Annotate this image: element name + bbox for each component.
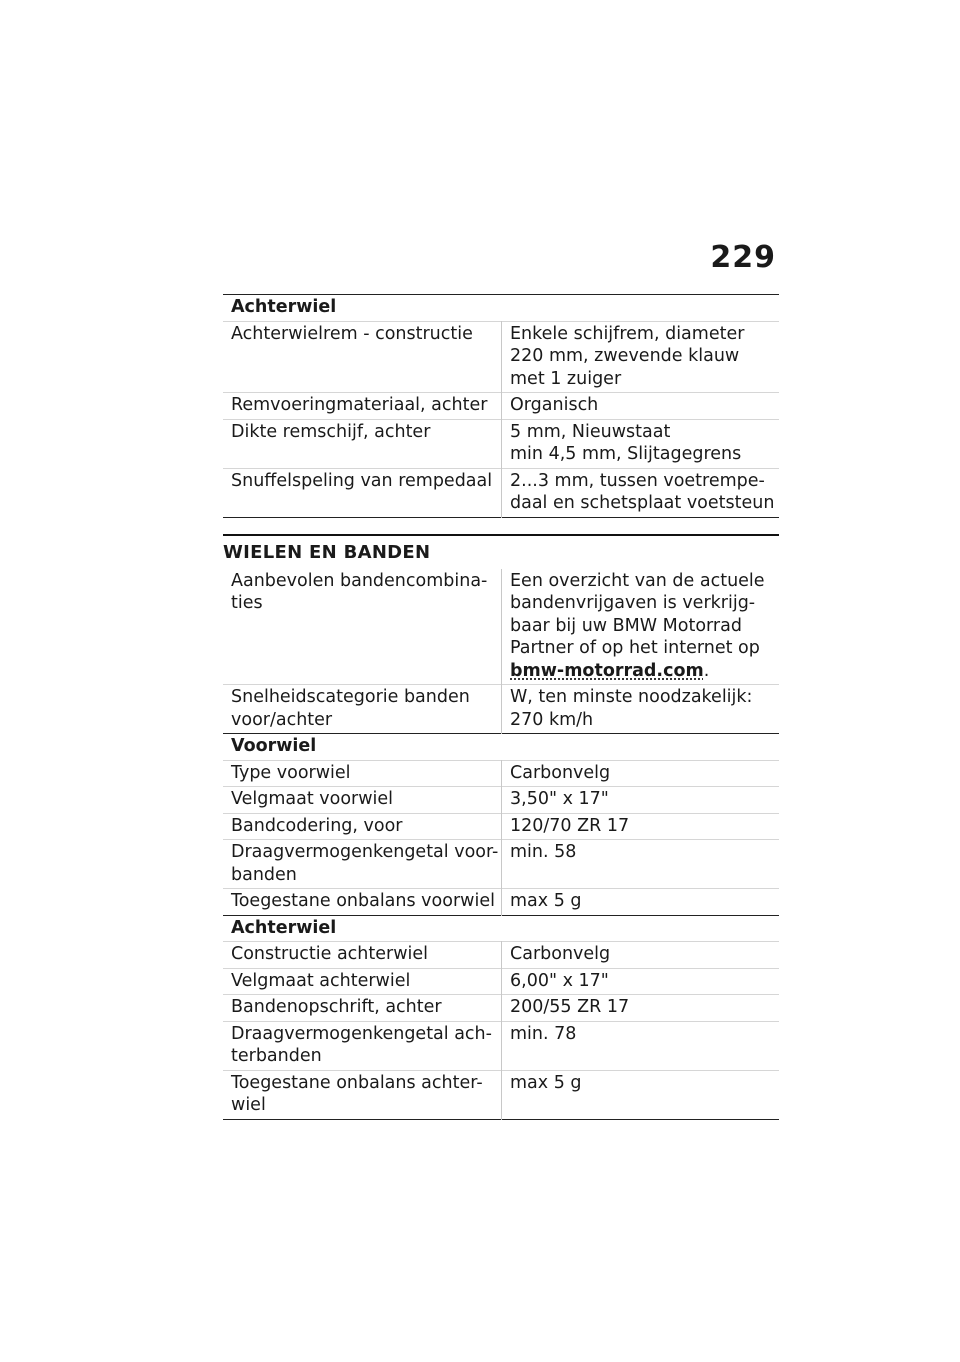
row-value: Carbonvelg bbox=[502, 760, 780, 787]
row-value: 120/70 ZR 17 bbox=[502, 813, 780, 840]
row-value: Carbonvelg bbox=[502, 942, 780, 969]
value-line: 5 mm, Nieuwstaat bbox=[510, 421, 671, 442]
bmw-motorrad-link[interactable]: bmw-motorrad.com bbox=[510, 660, 704, 681]
row-label: Snuffelspeling van rempedaal bbox=[223, 468, 502, 517]
row-value: max 5 g bbox=[502, 1070, 780, 1119]
row-value: min. 58 bbox=[502, 840, 780, 889]
table-row bbox=[223, 813, 779, 840]
row-label: Bandenopschrift, achter bbox=[223, 995, 502, 1022]
row-label: Toegestane onbalans voorwiel bbox=[223, 889, 502, 916]
table-row bbox=[223, 1021, 779, 1070]
recommended-text: Een overzicht van de actuele bandenvrijgaven is verkrijg-baar bij uw BMW Motorrad Partner of op het internet op bbox=[510, 570, 765, 658]
table-heading-row bbox=[223, 915, 779, 942]
row-value: 2...3 mm, tussen voetrempe-daal en schetsplaat voetsteun bbox=[502, 468, 780, 517]
link-suffix: . bbox=[703, 660, 710, 681]
table-heading-row bbox=[223, 295, 779, 322]
table-row bbox=[223, 321, 779, 393]
row-value: 3,50" x 17" bbox=[502, 787, 780, 814]
page-number: 229 bbox=[710, 240, 776, 275]
row-value: Organisch bbox=[502, 393, 780, 420]
wheels-table bbox=[223, 569, 779, 1120]
table-row bbox=[223, 419, 779, 468]
table-row bbox=[223, 968, 779, 995]
row-value: 200/55 ZR 17 bbox=[502, 995, 780, 1022]
row-label: Draagvermogenkengetal ach-terbanden bbox=[223, 1021, 502, 1070]
row-label: Draagvermogenkengetal voor-banden bbox=[223, 840, 502, 889]
row-label: Dikte remschijf, achter bbox=[223, 419, 502, 468]
row-label: Snelheidscategorie banden voor/achter bbox=[223, 685, 502, 734]
section-title: WIELEN EN BANDEN bbox=[223, 534, 779, 569]
table-row bbox=[223, 760, 779, 787]
table-row bbox=[223, 840, 779, 889]
rear-brake-table bbox=[223, 294, 779, 518]
table-row bbox=[223, 995, 779, 1022]
row-label: Achterwielrem - constructie bbox=[223, 321, 502, 393]
row-label: Type voorwiel bbox=[223, 760, 502, 787]
table-row bbox=[223, 393, 779, 420]
row-label: Constructie achterwiel bbox=[223, 942, 502, 969]
row-label: Velgmaat voorwiel bbox=[223, 787, 502, 814]
row-value bbox=[502, 419, 780, 468]
table-row bbox=[223, 1070, 779, 1119]
table-heading-row bbox=[223, 734, 779, 761]
row-label: Aanbevolen bandencombina-ties bbox=[223, 569, 502, 685]
table-row bbox=[223, 468, 779, 517]
row-value: 6,00" x 17" bbox=[502, 968, 780, 995]
table-row bbox=[223, 787, 779, 814]
row-label: Toegestane onbalans achter-wiel bbox=[223, 1070, 502, 1119]
front-wheel-heading: Voorwiel bbox=[223, 734, 779, 761]
table-row bbox=[223, 569, 779, 685]
spec-content bbox=[223, 294, 779, 1120]
row-value bbox=[502, 569, 780, 685]
rear-wheel-heading: Achterwiel bbox=[223, 915, 779, 942]
table-row bbox=[223, 889, 779, 916]
row-value: max 5 g bbox=[502, 889, 780, 916]
row-label: Bandcodering, voor bbox=[223, 813, 502, 840]
rear-brake-heading: Achterwiel bbox=[223, 295, 779, 322]
table-row bbox=[223, 942, 779, 969]
row-value: min. 78 bbox=[502, 1021, 780, 1070]
row-label: Remvoeringmateriaal, achter bbox=[223, 393, 502, 420]
row-label: Velgmaat achterwiel bbox=[223, 968, 502, 995]
row-value: W, ten minste noodzakelijk: 270 km/h bbox=[502, 685, 780, 734]
table-row bbox=[223, 685, 779, 734]
value-line: min 4,5 mm, Slijtagegrens bbox=[510, 444, 742, 464]
row-value: Enkele schijfrem, diameter 220 mm, zwevende klauw met 1 zuiger bbox=[502, 321, 780, 393]
